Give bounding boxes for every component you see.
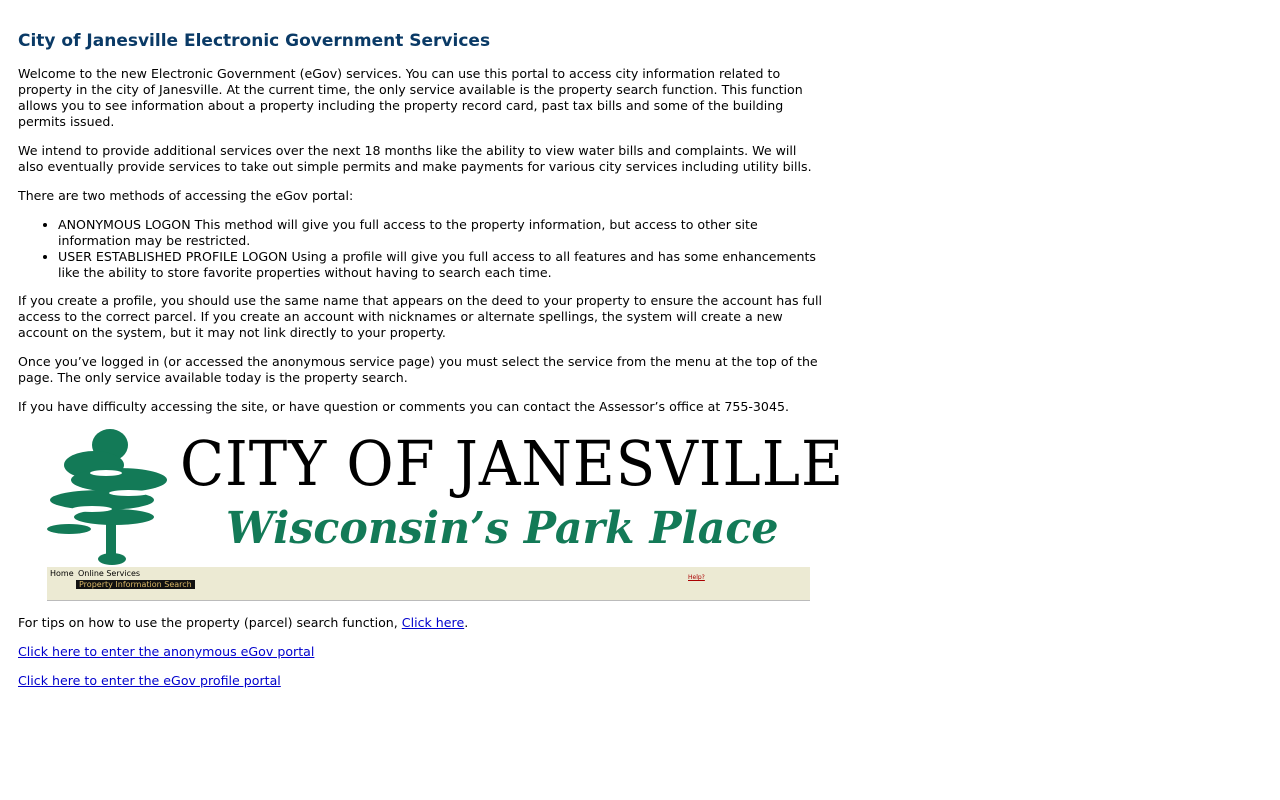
tips-paragraph — [18, 615, 823, 631]
menu-preview-home: Home — [50, 569, 74, 578]
methods-list — [18, 217, 823, 281]
main-content — [18, 30, 844, 702]
menu-preview-property-search: Property Information Search — [76, 580, 195, 589]
menu-preview-image — [47, 567, 810, 601]
intro-paragraph: Welcome to the new Electronic Government (eGov) services. You can use this portal to access city information related to property in the city of Janesville. At the current time, the only service available is the property search function. This function allows you to see information about a property including the property record card, past tax bills and some of the building permits issued. — [18, 66, 803, 129]
page-title: City of Janesville Electronic Government Services — [18, 31, 491, 51]
profile-paragraph: If you create a profile, you should use the same name that appears on the deed to your property to ensure the account has full access to the correct parcel. If you create an account with nicknames or alternate spellings, the system will create a new account on the system, but it may not link directly to your property. — [18, 293, 822, 340]
logo-city-name: CITY OF JANESVILLE — [180, 427, 844, 500]
city-logo — [44, 425, 844, 567]
tree-icon — [44, 425, 176, 567]
methods-intro: There are two methods of accessing the eGov portal: — [18, 188, 354, 203]
logo-tagline: Wisconsin’s Park Place — [226, 503, 779, 554]
menu-preview-online-services: Online Services — [78, 569, 141, 578]
method-profile: • USER ESTABLISHED PROFILE LOGON Using a profile will give you full access to all features and has some enhancements like the ability to store favorite properties without having to search each time. — [58, 249, 823, 281]
contact-paragraph: If you have difficulty accessing the site, or have question or comments you can contact the Assessor’s office at 755-3045. — [18, 399, 789, 414]
tips-link[interactable]: Click here — [401, 615, 465, 630]
menu-paragraph: Once you’ve logged in (or accessed the anonymous service page) you must select the service from the menu at the top of the page. The only service available today is the property search. — [18, 354, 818, 385]
future-services-paragraph: We intend to provide additional services over the next 18 months like the ability to view water bills and complaints. We will also eventually provide services to take out simple permits and make payments for various city services including utility bills. — [18, 143, 812, 174]
anonymous-portal-link[interactable]: Click here to enter the anonymous eGov portal — [18, 644, 315, 659]
menu-preview-help: Help? — [688, 574, 705, 581]
tips-text: For tips on how to use the property (parcel) search function, — [18, 615, 402, 630]
profile-portal-link[interactable]: Click here to enter the eGov profile portal — [18, 673, 281, 688]
tips-end: . — [464, 615, 469, 630]
method-anonymous: • ANONYMOUS LOGON This method will give you full access to the property information, but access to other site information may be restricted. — [58, 217, 823, 249]
